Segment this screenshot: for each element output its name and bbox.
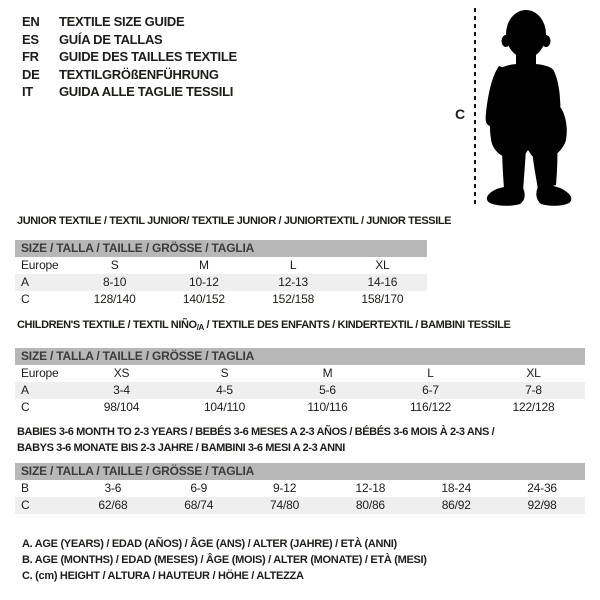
language-title: GUIDA ALLE TAGLIE TESSILI — [59, 84, 234, 99]
babies-title-line1: BABIES 3-6 MONTH TO 2-3 YEARS / BEBÉS 3-6 MESES A 2-3 AÑOS / BÉBÉS 3-6 MOIS À 2-3 ANS / — [17, 426, 495, 438]
size-cell: 158/170 — [361, 292, 404, 306]
table-row-age-months — [15, 480, 585, 497]
size-cell: 98/104 — [103, 400, 140, 414]
row-label: C — [21, 498, 30, 512]
table-row-height — [15, 399, 585, 416]
children-size-table — [15, 348, 585, 416]
table-row-height — [15, 497, 585, 514]
language-row-fr — [22, 48, 237, 66]
language-row-it — [22, 83, 237, 101]
size-cell: M — [322, 366, 333, 380]
row-label: B — [21, 481, 29, 495]
size-cell: 12-18 — [355, 481, 386, 495]
size-cell: 14-16 — [367, 275, 398, 289]
size-cell: 3-6 — [104, 481, 122, 495]
height-measure-dashed-line — [474, 8, 476, 208]
size-cell: 80/86 — [355, 498, 385, 512]
size-cell: XL — [526, 366, 541, 380]
table-row-age — [15, 382, 585, 399]
language-header — [22, 13, 237, 101]
language-title: TEXTILE SIZE GUIDE — [59, 14, 185, 29]
size-cell: 18-24 — [441, 481, 472, 495]
size-cell: S — [110, 258, 119, 272]
children-title-text: CHILDREN'S TEXTILE / TEXTIL NIÑO — [17, 319, 197, 331]
size-cell: 5-6 — [319, 383, 336, 397]
footnote-a: A. AGE (YEARS) / EDAD (AÑOS) / ÂGE (ANS) / ALTER (JAHRE) / ETÀ (ANNI) — [22, 538, 397, 550]
size-header-bar: SIZE / TALLA / TAILLE / GRÖSSE / TAGLIA — [15, 240, 427, 257]
language-code: IT — [22, 84, 33, 99]
row-label: C — [21, 292, 30, 306]
size-cell: 116/122 — [409, 400, 452, 414]
size-cell: L — [427, 366, 434, 380]
size-cell: 3-4 — [113, 383, 130, 397]
size-cell: XS — [113, 366, 130, 380]
language-row-en — [22, 13, 237, 31]
size-cell: 152/158 — [272, 292, 315, 306]
size-cell: 110/116 — [307, 400, 348, 414]
size-cell: 128/140 — [93, 292, 136, 306]
size-cell: 68/74 — [184, 498, 214, 512]
row-label: C — [21, 400, 30, 414]
footnote-b: B. AGE (MONTHS) / EDAD (MESES) / ÂGE (MOIS) / ALTER (MONATE) / ETÀ (MESI) — [22, 554, 427, 566]
babies-size-table — [15, 463, 585, 514]
size-cell: S — [220, 366, 229, 380]
row-label: Europe — [21, 366, 59, 380]
size-cell: 74/80 — [270, 498, 300, 512]
language-title: TEXTILGRÖßENFÜHRUNG — [59, 66, 219, 82]
footnotes — [22, 536, 427, 584]
table-row-europe — [15, 257, 427, 274]
language-code: DE — [22, 66, 40, 82]
size-cell: 92/98 — [527, 498, 557, 512]
language-code: ES — [22, 31, 39, 47]
size-cell: 6-9 — [190, 481, 208, 495]
babies-section-title — [17, 425, 577, 456]
size-cell: XL — [375, 258, 390, 272]
size-cell: 104/110 — [203, 400, 246, 414]
table-row-europe — [15, 365, 585, 382]
size-cell: 6-7 — [422, 383, 439, 397]
children-title-text: / TEXTILE DES ENFANTS / KINDERTEXTIL / BAMBINI TESSILE — [203, 319, 511, 331]
toddler-silhouette-image — [483, 8, 573, 208]
language-row-de — [22, 66, 237, 84]
row-label: A — [21, 383, 29, 397]
size-cell: 4-5 — [216, 383, 233, 397]
size-cell: 9-12 — [272, 481, 297, 495]
junior-section-title: JUNIOR TEXTILE / TEXTIL JUNIOR/ TEXTILE JUNIOR / JUNIORTEXTIL / JUNIOR TESSILE — [17, 215, 452, 227]
size-cell: 24-36 — [527, 481, 557, 495]
language-title: GUIDE DES TAILLES TEXTILE — [59, 49, 237, 64]
children-title-subscript: /A — [196, 323, 204, 332]
babies-title-line2: BABYS 3-6 MONATE BIS 2-3 JAHRE / BAMBINI 3-6 MESI A 2-3 ANNI — [17, 441, 345, 454]
children-section-title — [17, 318, 511, 332]
size-cell: 122/128 — [512, 400, 555, 414]
footnote-c: C. (cm) HEIGHT / ALTURA / HAUTEUR / HÖHE / ALTEZZA — [22, 570, 304, 582]
language-code: EN — [22, 14, 40, 29]
size-cell: 86/92 — [441, 498, 471, 512]
table-row-age — [15, 274, 427, 291]
language-code: FR — [22, 49, 39, 64]
language-row-es — [22, 31, 237, 49]
size-header-bar: SIZE / TALLA / TAILLE / GRÖSSE / TAGLIA — [15, 348, 585, 365]
size-cell: 7-8 — [525, 383, 542, 397]
language-title: GUÍA DE TALLAS — [59, 31, 163, 47]
size-cell: M — [198, 258, 209, 272]
size-cell: L — [289, 258, 297, 272]
size-cell: 62/68 — [98, 498, 128, 512]
row-label: A — [21, 275, 29, 289]
height-measure-label: C — [455, 106, 466, 122]
size-header-bar: SIZE / TALLA / TAILLE / GRÖSSE / TAGLIA — [15, 463, 585, 480]
size-cell: 8-10 — [103, 275, 127, 289]
row-label: Europe — [21, 258, 59, 272]
junior-size-table — [15, 240, 427, 308]
size-cell: 140/152 — [182, 292, 225, 306]
size-cell: 10-12 — [189, 275, 219, 289]
size-cell: 12-13 — [278, 275, 308, 289]
table-row-height — [15, 291, 427, 308]
